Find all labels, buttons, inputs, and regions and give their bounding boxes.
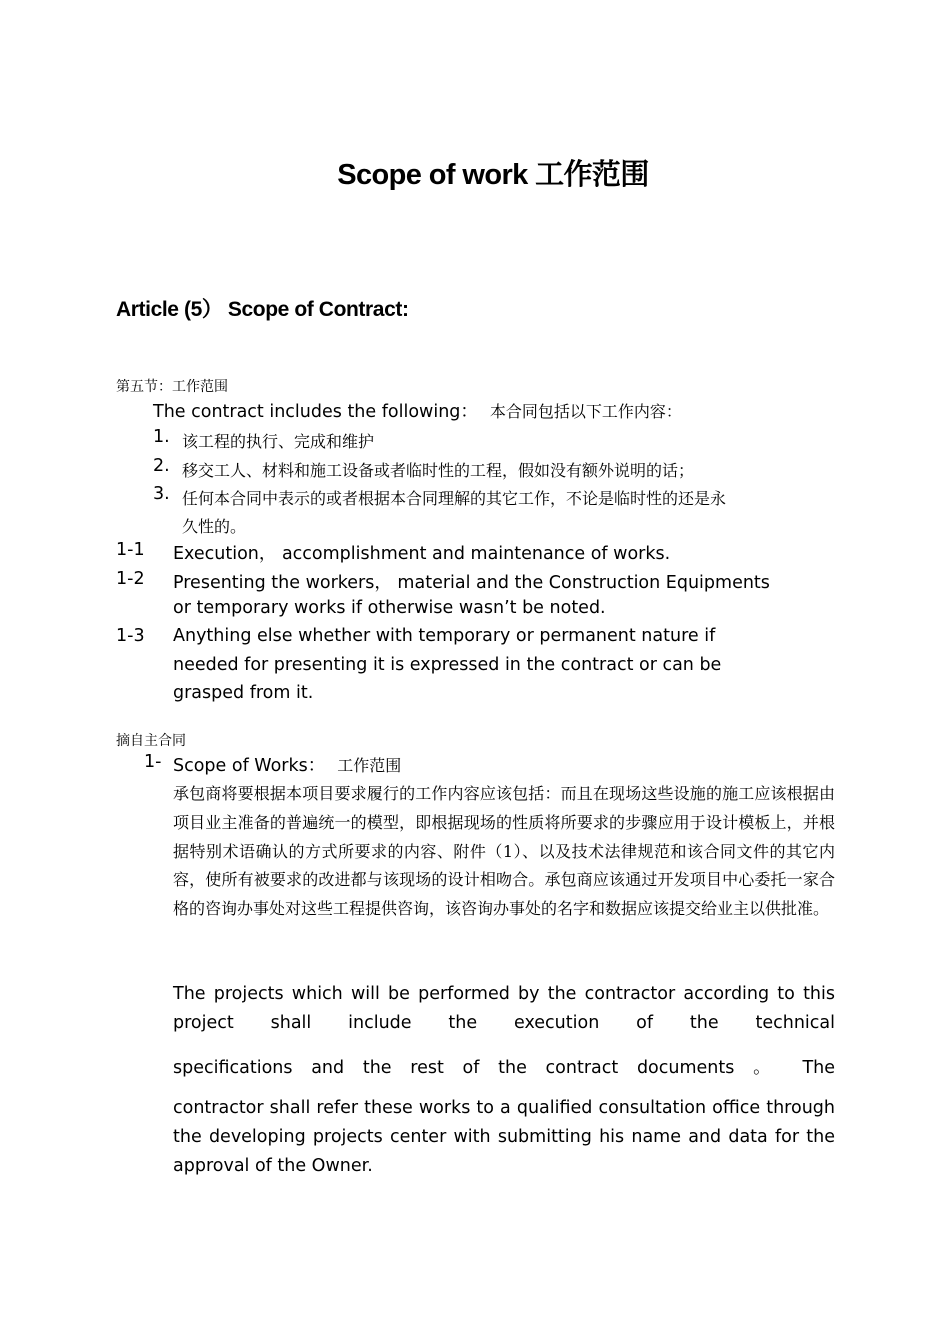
cn-item-number: 2.	[153, 456, 170, 476]
en-item-number: 1-2	[116, 569, 145, 589]
en-item-line: Presenting the workers， material and the Construction Equipments	[173, 573, 770, 593]
en-item-line: Execution， accomplishment and maintenance of works.	[173, 544, 671, 564]
en-item-line: Anything else whether with temporary or permanent nature if	[173, 626, 716, 646]
en-item-number: 1-3	[116, 626, 145, 646]
cn-item-number: 1.	[153, 427, 170, 447]
scope-works-en-paragraph: contractor shall refer these works to a qualified consultation office through the developing projects center with submitting his name and data for the approval of the Owner.	[173, 1098, 835, 1176]
cn-item-text: 该工程的执行、完成和维护	[182, 432, 375, 451]
cn-item-continuation: 久性的。	[182, 517, 247, 536]
scope-works-cn-paragraph: 承包商将要根据本项目要求履行的工作内容应该包括：而且在现场这些设施的施工应该根据由项目业主准备的普遍统一的模型，即根据现场的性质将所要求的步骤应用于设计模板上，并根据特别术语确认的方式所要求的内容、附件（1）、以及技术法律规范和该合同文件的其它内容，使所有被要求的改进都与该现场的设计相吻合。承包商应该通过开发项目中心委托一家合格的咨询办事处对这些工程提供咨询，该咨询办事处的名字和数据应该提交给业主以供批准。	[173, 784, 835, 919]
en-item-line: grasped from it.	[173, 683, 314, 703]
scope-works-en-paragraph: specifications and the rest of the contract documents 。 The	[173, 1058, 835, 1078]
page-title: Scope of work 工作范围	[337, 159, 649, 191]
excerpt-label: 摘自主合同	[116, 733, 186, 749]
article-heading: Article (5） Scope of Contract:	[116, 298, 409, 321]
scope-works-heading-cn: 工作范围	[337, 756, 402, 775]
cn-item-text: 任何本合同中表示的或者根据本合同理解的其它工作，不论是临时性的还是永	[182, 489, 727, 508]
en-item-number: 1-1	[116, 540, 145, 560]
scope-works-heading	[173, 752, 401, 777]
en-item-line: needed for presenting it is expressed in the contract or can be	[173, 655, 722, 675]
section-label: 第五节：工作范围	[116, 379, 228, 395]
scope-works-en-paragraph: The projects which will be performed by the contractor according to this project shall include the execution of the technical	[173, 984, 835, 1033]
cn-item-text: 移交工人、材料和施工设备或者临时性的工程，假如没有额外说明的话；	[182, 461, 695, 480]
intro-cn: 本合同包括以下工作内容：	[489, 402, 682, 421]
cn-item-number: 3.	[153, 484, 170, 504]
scope-works-heading-en: Scope of Works：	[173, 756, 326, 776]
en-item-line: or temporary works if otherwise wasn’t be noted.	[173, 598, 606, 618]
intro-en: The contract includes the following：	[153, 402, 478, 422]
intro-line	[153, 398, 682, 423]
scope-works-number: 1-	[144, 752, 162, 772]
